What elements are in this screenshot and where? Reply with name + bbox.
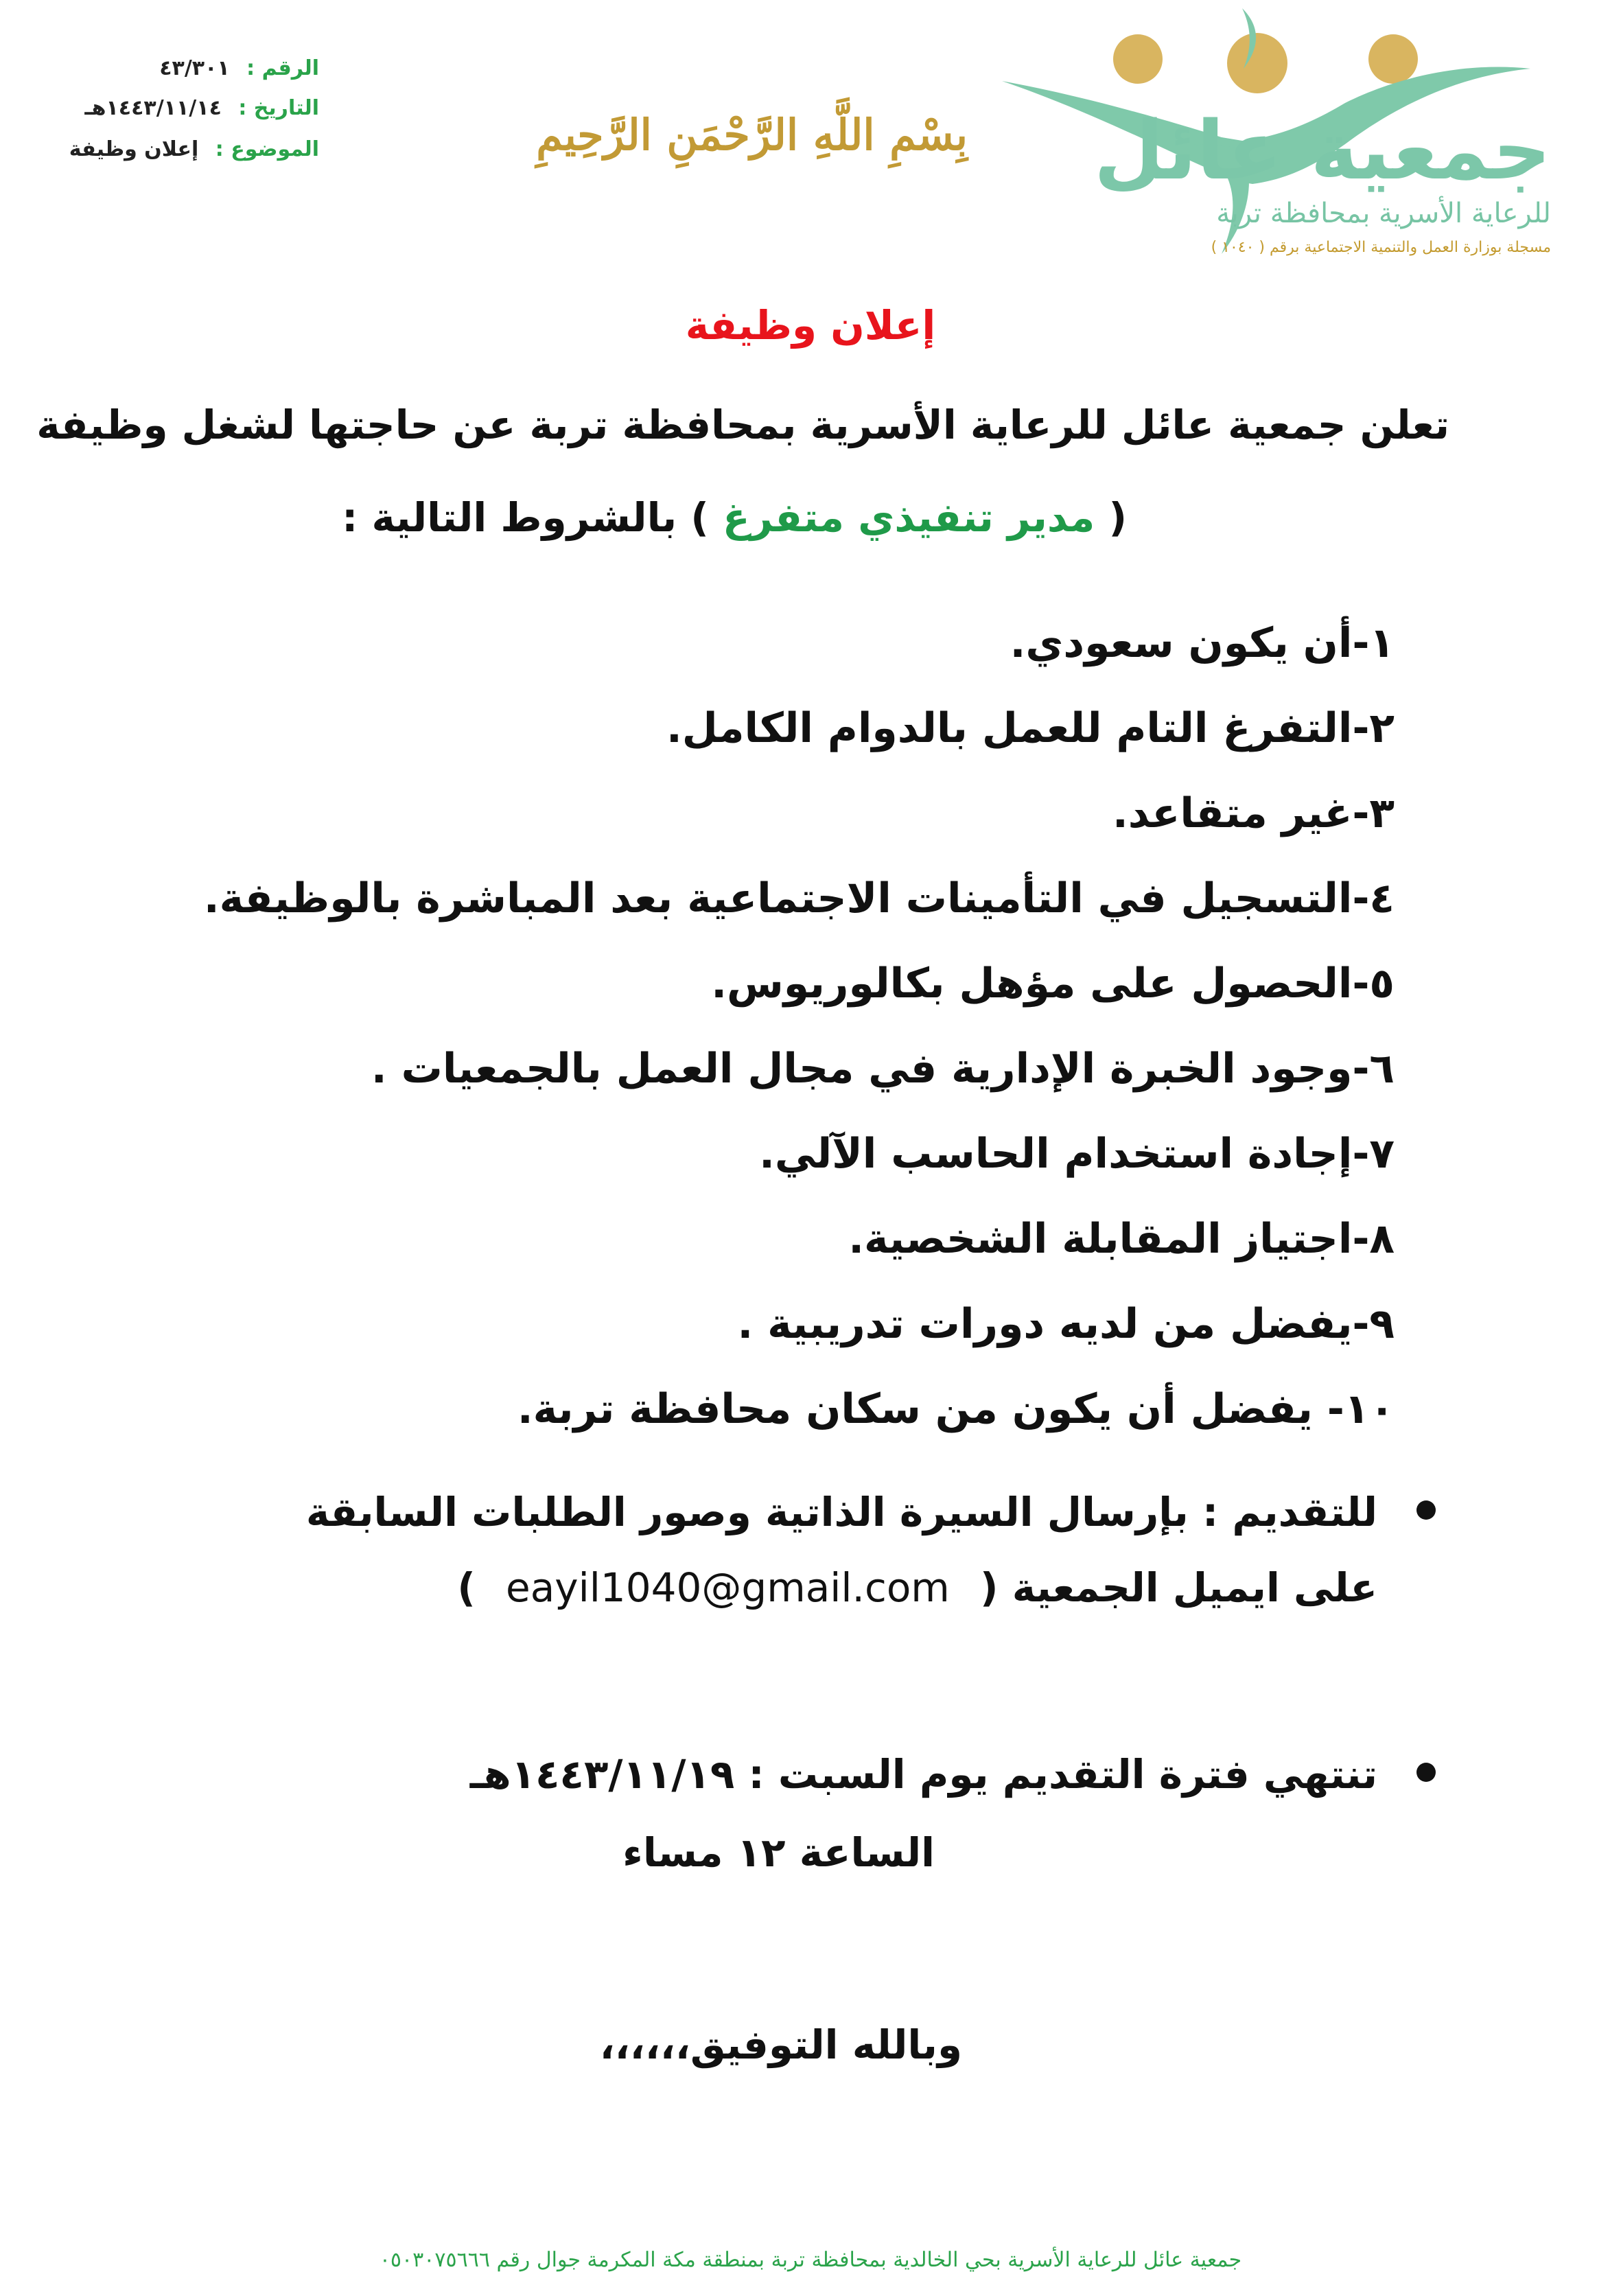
meta-subject — [69, 135, 319, 165]
logo-subtitle: للرعاية الأسرية بمحافظة تربة — [1216, 198, 1551, 229]
meta-number-label: الرقم : — [246, 56, 319, 80]
deadline-line-1: تنتهي فترة التقديم يوم السبت : ١٤٤٣/١١/١٩هـ — [469, 1751, 1377, 1798]
condition-item: ١-أن يكون سعودي. — [1010, 619, 1395, 667]
intro-close: ) بالشروط التالية : — [342, 494, 709, 541]
closing-phrase: وبالله التوفيق،،،،،، — [599, 2021, 962, 2068]
intro-line-1: تعلن جمعية عائل للرعاية الأسرية بمحافظة تربة عن حاجتها لشغل وظيفة — [36, 402, 1449, 448]
logo-name: جمعية عائل — [1093, 103, 1551, 198]
announcement-title: إعلان وظيفة — [685, 302, 936, 349]
condition-item: ٨-اجتياز المقابلة الشخصية. — [848, 1215, 1395, 1263]
condition-item: ٤-التسجيل في التأمينات الاجتماعية بعد المباشرة بالوظيفة. — [203, 874, 1395, 923]
apply-email-link[interactable]: eayil1040@gmail.com — [506, 1564, 950, 1611]
condition-item: ٦-وجود الخبرة الإدارية في مجال العمل بالجمعيات . — [371, 1045, 1395, 1093]
condition-item: ٧-إجادة استخدام الحاسب الآلي. — [759, 1130, 1395, 1178]
apply-line-1: للتقديم : بإرسال السيرة الذاتية وصور الطلبات السابقة — [305, 1489, 1377, 1535]
condition-item: ٢-التفرغ التام للعمل بالدوام الكامل. — [666, 704, 1395, 752]
apply-line-2 — [306, 1550, 1377, 1625]
job-title: مدير تنفيذي متفرغ — [723, 494, 1095, 541]
condition-item: ٥-الحصول على مؤهل بكالوريوس. — [711, 960, 1395, 1008]
logo-registration: مسجلة بوزارة العمل والتنمية الاجتماعية برقم ( ١٠٤٠ ) — [1211, 239, 1551, 256]
condition-item: ٩-يفضل من لديه دورات تدريبية . — [737, 1300, 1395, 1348]
basmala: بِسْمِ اللَّهِ الرَّحْمَنِ الرَّحِيمِ — [536, 110, 968, 160]
deadline-block — [470, 1737, 1377, 1812]
meta-subject-value: إعلان وظيفة — [69, 137, 199, 161]
association-logo — [988, 0, 1592, 275]
meta-date-value: ١٤٤٣/١١/١٤هـ — [84, 96, 222, 120]
conditions-list — [204, 601, 1395, 1452]
apply-line-2-suffix: ) — [457, 1564, 476, 1611]
bullet-icon — [1416, 1763, 1436, 1782]
intro-line-2 — [342, 494, 1127, 541]
condition-item: ٣-غير متقاعد. — [1112, 789, 1395, 837]
meta-number — [159, 54, 319, 84]
apply-instructions — [306, 1474, 1377, 1625]
meta-number-value: ٤٣/٣٠١ — [159, 56, 230, 80]
meta-date — [84, 93, 319, 124]
bullet-icon — [1416, 1500, 1436, 1520]
intro-open-paren: ( — [1108, 494, 1127, 541]
deadline-line-2: الساعة ١٢ مساء — [622, 1829, 935, 1876]
meta-date-label: التاريخ : — [238, 96, 319, 120]
condition-item: ١٠- يفضل أن يكون من سكان محافظة تربة. — [517, 1385, 1395, 1433]
meta-subject-label: الموضوع : — [215, 137, 319, 161]
apply-line-2-prefix: على ايميل الجمعية ( — [980, 1564, 1377, 1611]
footer-contact: جمعية عائل للرعاية الأسرية بحي الخالدية بمحافظة تربة بمنطقة مكة المكرمة جوال رقم ٠٥٠٣٠٧٥٦٦٦ — [379, 2248, 1242, 2272]
